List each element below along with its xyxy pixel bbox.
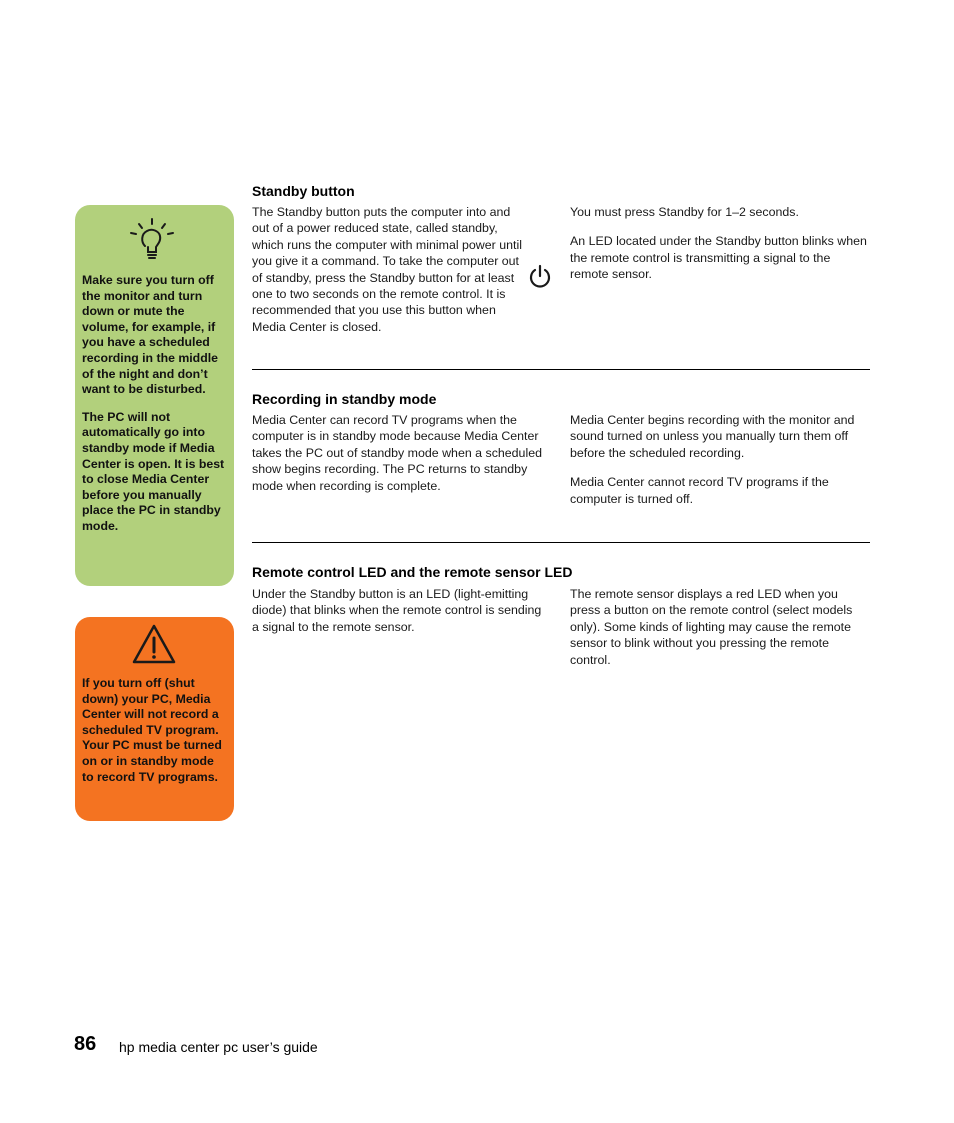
power-icon	[528, 264, 552, 290]
footer-title: hp media center pc user’s guide	[119, 1039, 318, 1055]
recording-note-2: Media Center cannot record TV programs if the computer is turned off.	[570, 475, 829, 506]
section-heading-standby-button: Standby button	[252, 183, 355, 199]
standby-right-text	[570, 204, 868, 283]
warning-triangle-icon	[131, 623, 177, 665]
lightbulb-icon	[128, 216, 176, 264]
standby-led-note: An LED located under the Standby button blinks when the remote control is transmitting a signal to the remote sensor.	[570, 234, 867, 282]
section-divider	[252, 369, 870, 370]
recording-left-text: Media Center can record TV programs when the computer is in standby mode because Media Center takes the PC out of standby mode when a scheduled show begins recording. The PC returns to standby mode when recording is complete.	[252, 413, 542, 493]
tip-box	[75, 205, 234, 586]
section-heading-remote-led: Remote control LED and the remote sensor LED	[252, 564, 573, 580]
remote-sensor-note: The remote sensor displays a red LED when you press a button on the remote control (select models only). Some kinds of lighting may cause the remote sensor to blink without you pressing the remote control.	[570, 587, 853, 667]
warning-box	[75, 617, 234, 821]
section-divider	[252, 542, 870, 543]
warning-text: If you turn off (shut down) your PC, Media Center will not record a scheduled TV program. Your PC must be turned on or in standby mode to record TV programs.	[82, 676, 222, 784]
tip-paragraph: Make sure you turn off the monitor and turn down or mute the volume, for example, if you have a scheduled recording in the middle of the night and don’t want to be disturbed.	[82, 273, 218, 397]
standby-left-text: The Standby button puts the computer into and out of a power reduced state, called standby, which runs the computer with minimal power until you give it a command. To take the computer out of standby, press the Standby button for at least one to two seconds on the remote control. It is recommended that you use this button when Media Center is closed.	[252, 205, 522, 334]
recording-note-1: Media Center begins recording with the monitor and sound turned on unless you manually turn them off before the scheduled recording.	[570, 413, 855, 460]
standby-note: You must press Standby for 1–2 seconds.	[570, 205, 799, 219]
remote-led-left-text: Under the Standby button is an LED (light-emitting diode) that blinks when the remote control is sending a signal to the remote sensor.	[252, 587, 542, 634]
section-heading-recording-standby: Recording in standby mode	[252, 391, 437, 407]
remote-led-right-text	[570, 586, 868, 668]
tip-paragraph: The PC will not automatically go into standby mode if Media Center is open. It is best to close Media Center before you manually place the PC in standby mode.	[82, 409, 225, 533]
page-number: 86	[74, 1033, 97, 1055]
recording-right-text	[570, 412, 870, 507]
